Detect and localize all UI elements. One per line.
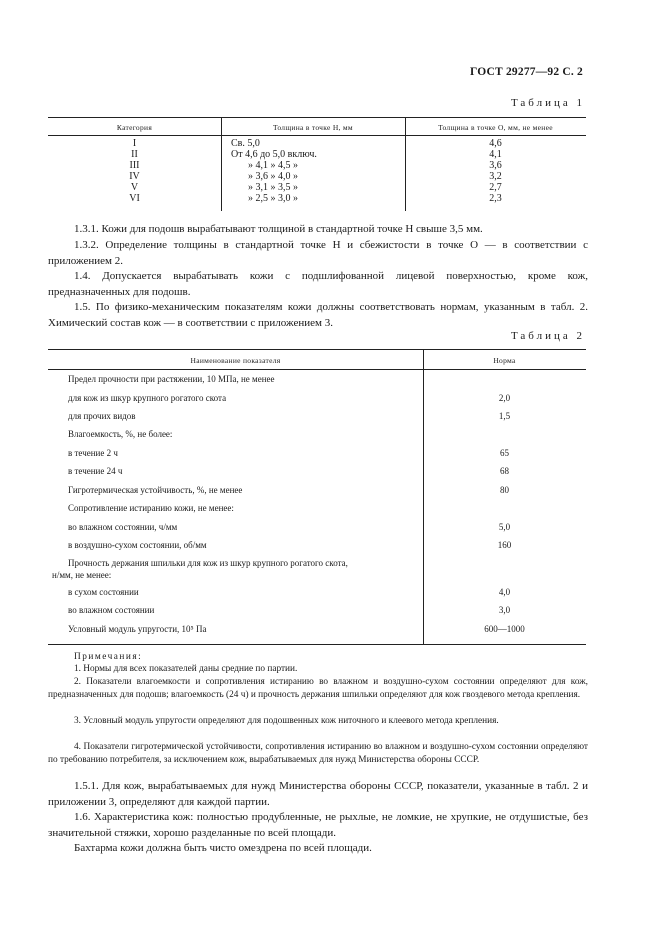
table2-row-name: для прочих видов — [68, 411, 136, 421]
table1-thickness-h: Св. 5,0 — [231, 138, 260, 149]
table1-header-category: Категория — [116, 123, 153, 132]
note-item: 3. Условный модуль упругости определяют для подошвенных кож ниточного и клеевого метода крепления. — [74, 716, 499, 726]
table2-row-norm: 3,0 — [498, 605, 511, 615]
table1-row — [48, 182, 221, 193]
table2-row-norm: 2,0 — [498, 393, 511, 403]
table2-bottom-rule — [48, 644, 586, 645]
table2-row-norm: 1,5 — [498, 411, 511, 421]
table1-category: I — [132, 138, 137, 149]
table2-row-name: во влажном состоянии, ч/мм — [68, 522, 178, 532]
table1-category: IV — [129, 171, 140, 182]
paragraph-1-3-2: 1.3.2. Определение толщины в стандартной точке H и сбежистости в точке O — в соответствии с приложением 2. — [48, 239, 588, 267]
table1-thickness-o: 4,1 — [489, 149, 502, 160]
table2-row-norm: 5,0 — [498, 522, 511, 532]
table2-header-norm: Норма — [493, 356, 516, 365]
table1-row — [48, 160, 221, 171]
table2-row-norm: 80 — [500, 485, 509, 495]
table1-header-thickness-o: Толщина в точке O, мм, не менее — [438, 123, 553, 132]
table1-thickness-h: » 2,5 » 3,0 » — [248, 193, 298, 204]
table2-row-name: Гигротермическая устойчивость, %, не менее — [68, 485, 243, 495]
page-header: ГОСТ 29277—92 С. 2 — [470, 66, 583, 78]
table2-row-name: в течение 24 ч — [68, 466, 123, 476]
paragraph-1-5-1: 1.5.1. Для кож, вырабатываемых для нужд Министерства обороны СССР, показатели, указанные в табл. 2 и приложении 3, определяют для каждой партии. — [48, 780, 588, 808]
paragraph-1-6: 1.6. Характеристика кож: полностью продубленные, не рыхлые, не ломкие, не хрупкие, не отдушистые, без значительной стяжки, хорошо разделанные по всей площади. — [48, 811, 588, 839]
table2-top-rule — [48, 349, 586, 350]
table2-row-name-cont: н/мм, не менее: — [52, 570, 112, 580]
paragraph-1-5: 1.5. По физико-механическим показателям кожи должны соответствовать нормам, указанным в табл. 2. Химический состав кож — в соответствии с приложением 3. — [48, 301, 588, 329]
paragraph-bakhtarma: Бахтарма кожи должна быть чисто омездрена по всей площади. — [74, 842, 372, 854]
table2-row-norm: 4,0 — [498, 587, 511, 597]
table2-header-rule — [48, 369, 586, 370]
table1-thickness-o: 2,7 — [489, 182, 502, 193]
table1-header-thickness-h: Толщина в точке H, мм — [273, 123, 353, 132]
note-item: 4. Показатели гигротермической устойчивости, сопротивления истиранию во влажном и воздушно-сухом состоянии определяют по требованию потребителя, за исключением кож, вырабатываемых для нужд Министерства обороны СССР. — [48, 742, 588, 765]
table2-row-norm: 600—1000 — [484, 624, 525, 634]
table2-row-name: Условный модуль упругости, 10⁵ Па — [68, 624, 207, 634]
table2-label: Таблица 2 — [510, 330, 585, 342]
table1-category: II — [131, 149, 138, 160]
paragraph-1-3-1: 1.3.1. Кожи для подошв вырабатывают толщиной в стандартной точке H свыше 3,5 мм. — [74, 223, 483, 235]
table1-row — [48, 171, 221, 182]
table2-row-name: в воздушно-сухом состоянии, об/мм — [68, 540, 207, 550]
table1-thickness-h: От 4,6 до 5,0 включ. — [231, 149, 317, 160]
table1-thickness-h: » 3,6 » 4,0 » — [248, 171, 298, 182]
note-item: 1. Нормы для всех показателей даны средние по партии. — [74, 664, 298, 674]
table1-row — [48, 138, 221, 149]
table1-category: III — [129, 160, 140, 171]
table1-header-rule — [48, 135, 586, 136]
table2-row-name: Влагоемкость, %, не более: — [68, 429, 173, 439]
table1-row — [48, 149, 221, 160]
table1-thickness-h: » 4,1 » 4,5 » — [248, 160, 298, 171]
table2-row-name: Предел прочности при растяжении, 10 МПа, не менее — [68, 374, 275, 384]
table2-row-name: в течение 2 ч — [68, 448, 118, 458]
table2-row-name: Сопротивление истиранию кожи, не менее: — [68, 503, 234, 513]
table1-thickness-o: 3,6 — [489, 160, 502, 171]
table2-header-name: Наименование показателя — [190, 356, 281, 365]
table1-thickness-o: 2,3 — [489, 193, 502, 204]
table2-row-name: во влажном состоянии — [68, 605, 155, 615]
notes-title: Примечания: — [74, 652, 143, 662]
table2-row-norm: 68 — [500, 466, 509, 476]
table2-row-name: в сухом состоянии — [68, 587, 139, 597]
table2-row-name: для кож из шкур крупного рогатого скота — [68, 393, 227, 403]
table2-row-norm: 65 — [500, 448, 509, 458]
table1-category: VI — [129, 193, 140, 204]
table1-row — [48, 193, 221, 204]
table1-label: Таблица 1 — [510, 97, 585, 109]
paragraph-1-4: 1.4. Допускается вырабатывать кожи с подшлифованной лицевой поверхностью, кроме кож, предназначенных для подошв. — [48, 270, 588, 298]
note-item: 2. Показатели влагоемкости и сопротивления истиранию во влажном и воздушно-сухом состоянии определяют для кож, предназначенных для подошв; влагоемкость (24 ч) и прочность держания шпильки определяют для кож гвоздевого метода крепления. — [48, 677, 588, 700]
table1-thickness-h: » 3,1 » 3,5 » — [248, 182, 298, 193]
table2-row-name: Прочность держания шпильки для кож из шкур крупного рогатого скота, — [68, 558, 348, 568]
table1-thickness-o: 3,2 — [489, 171, 502, 182]
table1-top-rule — [48, 117, 586, 118]
table1-thickness-o: 4,6 — [489, 138, 502, 149]
table1-category: V — [130, 182, 139, 193]
table2-row-norm: 160 — [497, 540, 512, 550]
